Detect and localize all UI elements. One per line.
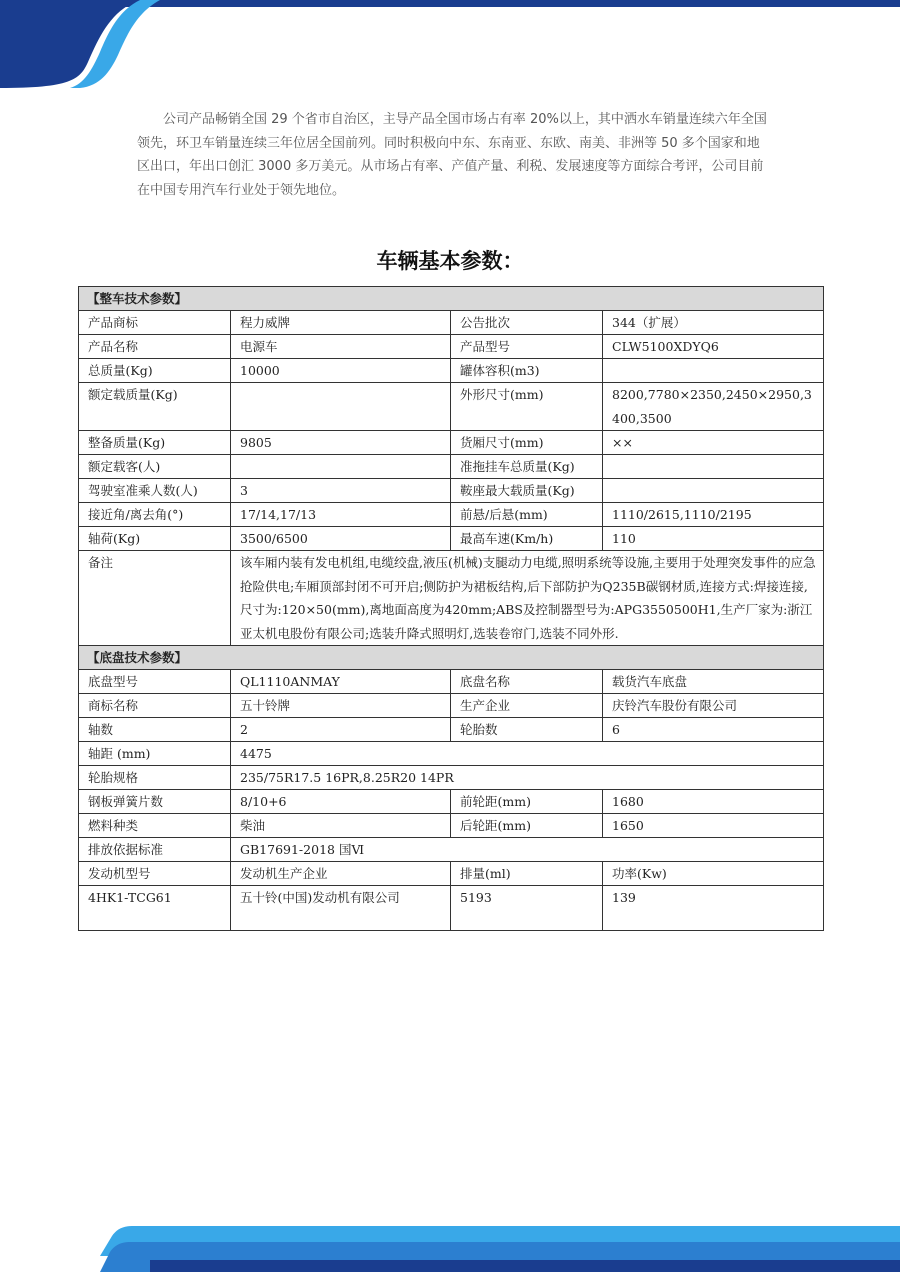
cell-value: 8200,7780×2350,2450×2950,3400,3500 — [603, 383, 824, 431]
cell-label: 底盘名称 — [451, 670, 603, 694]
cell-value — [231, 383, 451, 431]
cell-value: 235/75R17.5 16PR,8.25R20 14PR — [231, 766, 824, 790]
cell-label: 额定载质量(Kg) — [79, 383, 231, 431]
cell-label: 驾驶室准乘人数(人) — [79, 479, 231, 503]
cell-value — [603, 479, 824, 503]
cell-label: 备注 — [79, 551, 231, 646]
table-row — [79, 311, 824, 335]
cell-value: 6 — [603, 718, 824, 742]
cell-value: 载货汽车底盘 — [603, 670, 824, 694]
cell-label: 产品型号 — [451, 335, 603, 359]
engine-col-header: 排量(ml) — [451, 862, 603, 886]
table-row — [79, 670, 824, 694]
cell-label: 总质量(Kg) — [79, 359, 231, 383]
cell-value: 8/10+6 — [231, 790, 451, 814]
cell-label: 前悬/后悬(mm) — [451, 503, 603, 527]
vehicle-spec-table — [78, 286, 824, 931]
cell-label: 准拖挂车总质量(Kg) — [451, 455, 603, 479]
footer-decoration — [0, 1222, 900, 1272]
table-row — [79, 718, 824, 742]
table-row — [79, 838, 824, 862]
table-row-notes — [79, 551, 824, 646]
table-row — [79, 503, 824, 527]
page-title: 车辆基本参数： — [376, 249, 524, 273]
cell-label: 商标名称 — [79, 694, 231, 718]
cell-value: 110 — [603, 527, 824, 551]
cell-value: ×× — [603, 431, 824, 455]
cell-value: 17/14,17/13 — [231, 503, 451, 527]
company-intro-paragraph: 公司产品畅销全国 29 个省市自治区，主导产品全国市场占有率 20%以上，其中洒水车销量连续六年全国领先，环卫车销量连续三年位居全国前列。同时积极向中东、东南亚、东欧、南美、非洲等 50 多个国家和地区出口，年出口创汇 3000 多万美元。从市场占有率、产值产量、利税、发展速度等方面综合考评，公司目前在中国专用汽车行业处于领先地位。 — [137, 112, 767, 198]
cell-label: 底盘型号 — [79, 670, 231, 694]
cell-value: GB17691-2018 国Ⅵ — [231, 838, 824, 862]
table-row — [79, 455, 824, 479]
cell-label: 生产企业 — [451, 694, 603, 718]
cell-label: 前轮距(mm) — [451, 790, 603, 814]
cell-label: 整备质量(Kg) — [79, 431, 231, 455]
cell-value — [603, 455, 824, 479]
cell-value — [603, 359, 824, 383]
cell-label: 排放依据标准 — [79, 838, 231, 862]
cell-value: 程力威牌 — [231, 311, 451, 335]
cell-value: 1110/2615,1110/2195 — [603, 503, 824, 527]
engine-displacement: 5193 — [451, 886, 603, 931]
cell-label: 货厢尺寸(mm) — [451, 431, 603, 455]
engine-model: 4HK1-TCG61 — [79, 886, 231, 931]
cell-label: 轴距 (mm) — [79, 742, 231, 766]
cell-label: 轴数 — [79, 718, 231, 742]
cell-value: 庆铃汽车股份有限公司 — [603, 694, 824, 718]
cell-label: 罐体容积(m3) — [451, 359, 603, 383]
cell-value: 3500/6500 — [231, 527, 451, 551]
cell-label: 轮胎规格 — [79, 766, 231, 790]
cell-label: 产品名称 — [79, 335, 231, 359]
cell-value: 9805 — [231, 431, 451, 455]
cell-value: 2 — [231, 718, 451, 742]
cell-value: 五十铃牌 — [231, 694, 451, 718]
cell-value: 3 — [231, 479, 451, 503]
section-vehicle — [79, 287, 824, 311]
table-row — [79, 479, 824, 503]
cell-label: 轴荷(Kg) — [79, 527, 231, 551]
section-chassis — [79, 646, 824, 670]
engine-row — [79, 886, 824, 931]
cell-label: 产品商标 — [79, 311, 231, 335]
engine-col-header: 发动机生产企业 — [231, 862, 451, 886]
table-row — [79, 431, 824, 455]
engine-col-header: 发动机型号 — [79, 862, 231, 886]
cell-label: 接近角/离去角(°) — [79, 503, 231, 527]
cell-label: 额定载客(人) — [79, 455, 231, 479]
cell-value: CLW5100XDYQ6 — [603, 335, 824, 359]
cell-value: 344（扩展） — [603, 311, 824, 335]
table-row — [79, 790, 824, 814]
cell-value — [231, 455, 451, 479]
table-row — [79, 766, 824, 790]
cell-label: 公告批次 — [451, 311, 603, 335]
table-row — [79, 383, 824, 431]
cell-label: 最高车速(Km/h) — [451, 527, 603, 551]
notes-text: 该车厢内装有发电机组,电缆绞盘,液压(机械)支腿动力电缆,照明系统等设施,主要用于处理突发事件的应急抢险供电;车厢顶部封闭不可开启;侧防护为裙板结构,后下部防护为Q235B碳钢材质,连接方式:焊接连接,尺寸为:120×50(mm),离地面高度为420mm;ABS及控制器型号为:APG3550500H1,生产厂家为:浙江亚太机电股份有限公司;选装升降式照明灯,选装卷帘门,选装不同外形. — [231, 551, 824, 646]
cell-value: 4475 — [231, 742, 824, 766]
cell-value: 10000 — [231, 359, 451, 383]
cell-value: 电源车 — [231, 335, 451, 359]
cell-label: 后轮距(mm) — [451, 814, 603, 838]
engine-col-header: 功率(Kw) — [603, 862, 824, 886]
table-row — [79, 527, 824, 551]
table-row — [79, 335, 824, 359]
engine-header-row — [79, 862, 824, 886]
table-row — [79, 359, 824, 383]
engine-manufacturer: 五十铃(中国)发动机有限公司 — [231, 886, 451, 931]
cell-value: 1680 — [603, 790, 824, 814]
header-decoration — [0, 0, 900, 90]
cell-label: 燃料种类 — [79, 814, 231, 838]
cell-value: QL1110ANMAY — [231, 670, 451, 694]
cell-value: 柴油 — [231, 814, 451, 838]
engine-power: 139 — [603, 886, 824, 931]
cell-label: 鞍座最大载质量(Kg) — [451, 479, 603, 503]
cell-label: 轮胎数 — [451, 718, 603, 742]
cell-label: 外形尺寸(mm) — [451, 383, 603, 431]
cell-value: 1650 — [603, 814, 824, 838]
section-header: 【底盘技术参数】 — [79, 646, 824, 670]
table-row — [79, 814, 824, 838]
section-header: 【整车技术参数】 — [79, 287, 824, 311]
table-row — [79, 742, 824, 766]
cell-label: 钢板弹簧片数 — [79, 790, 231, 814]
table-row — [79, 694, 824, 718]
